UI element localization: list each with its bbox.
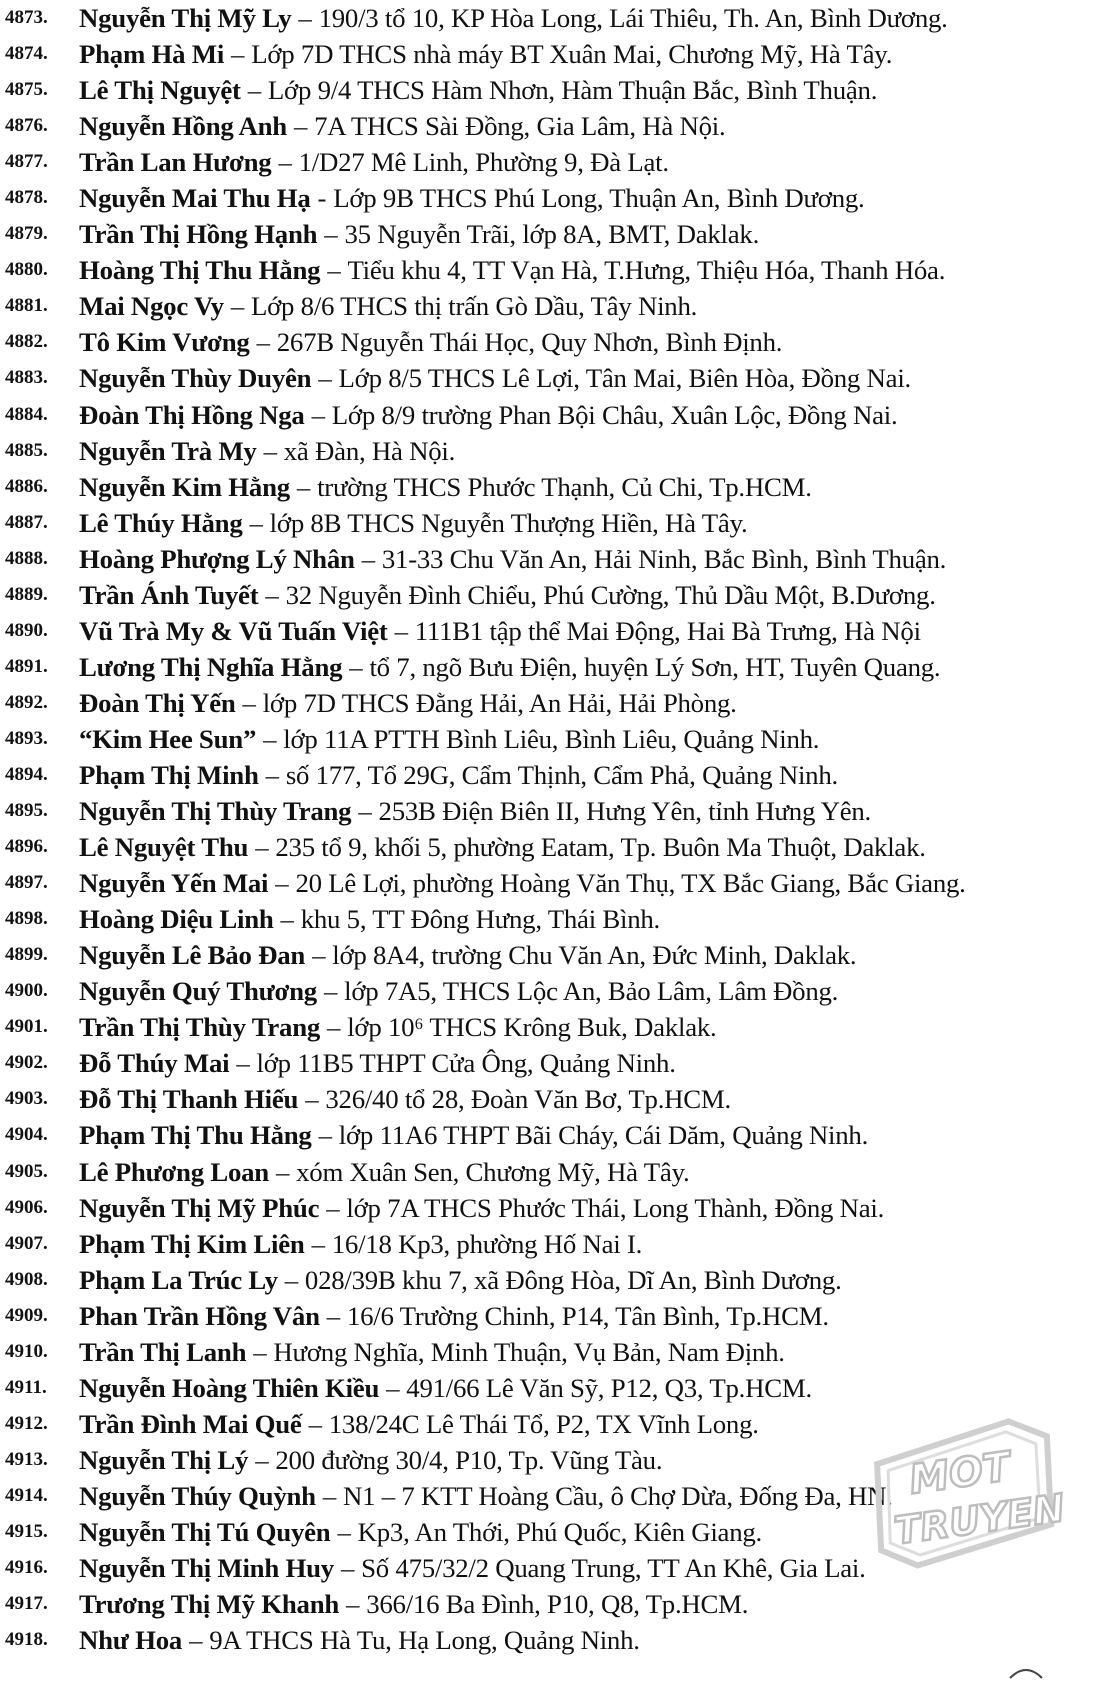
entry-address: 1/D27 Mê Linh, Phường 9, Đà Lạt. (298, 147, 669, 178)
entry-name: Hoàng Phượng Lý Nhân (79, 543, 355, 574)
entry-address: lớp 11A PTTH Bình Liêu, Bình Liêu, Quảng Ninh. (283, 723, 820, 754)
entry-address: 35 Nguyễn Trãi, lớp 8A, BMT, Daklak. (344, 219, 760, 250)
entry-separator: – (322, 1480, 336, 1511)
entry-number: 4888. (5, 547, 48, 569)
list-item (0, 1081, 1115, 1117)
entry-name: Phạm Thị Kim Liên (79, 1228, 305, 1259)
entry-address: 7A THCS Sài Đồng, Gia Lâm, Hà Nội. (314, 111, 726, 142)
entry-address: 16/18 Kp3, phường Hố Nai I. (331, 1228, 643, 1259)
entry-address: 32 Nguyễn Đình Chiểu, Phú Cường, Thủ Dầu Một, B.Dương. (285, 579, 936, 610)
entry-address: lớp 7A THCS Phước Thái, Long Thành, Đồng Nai. (346, 1192, 885, 1223)
entry-name: Nguyễn Kim Hằng (79, 471, 290, 502)
entry-address: 235 tổ 9, khối 5, phường Eatam, Tp. Buôn Ma Thuột, Daklak. (275, 832, 926, 863)
entry-number: 4915. (5, 1520, 48, 1542)
entry-separator: – (358, 796, 372, 827)
entry-separator: – (256, 327, 270, 358)
entry-number: 4893. (5, 727, 48, 749)
entry-address: 9A THCS Hà Tu, Hạ Long, Quảng Ninh. (209, 1625, 640, 1656)
entry-name: Nguyễn Thị Tú Quyên (79, 1516, 331, 1547)
entry-separator: – (386, 1372, 400, 1403)
entry-name: Trần Thị Lanh (79, 1336, 247, 1367)
entry-separator: – (263, 723, 277, 754)
entry-separator: – (189, 1625, 203, 1656)
entry-address: 138/24C Lê Thái Tổ, P2, TX Vĩnh Long. (328, 1408, 759, 1439)
list-item (0, 721, 1115, 757)
entry-number: 4895. (5, 800, 48, 822)
list-item (0, 1117, 1115, 1153)
entry-name: Lê Nguyệt Thu (79, 832, 249, 863)
entry-name: Trần Ánh Tuyết (79, 579, 259, 610)
list-item (0, 757, 1115, 793)
entry-separator: – (247, 75, 261, 106)
list-item (0, 1334, 1115, 1370)
entry-number: 4906. (5, 1196, 48, 1218)
entry-number: 4908. (5, 1268, 48, 1290)
entry-name: Phạm Thị Thu Hằng (79, 1120, 312, 1151)
entry-number: 4890. (5, 619, 48, 641)
list-item (0, 505, 1115, 541)
entry-address: Lớp 7D THCS nhà máy BT Xuân Mai, Chương Mỹ, Hà Tây. (251, 39, 893, 70)
entry-number: 4902. (5, 1052, 48, 1074)
entry-number: 4896. (5, 836, 48, 858)
entry-separator: – (326, 1192, 340, 1223)
entry-address: 190/3 tổ 10, KP Hòa Long, Lái Thiêu, Th. An, Bình Dương. (318, 3, 948, 34)
entry-separator: – (312, 940, 326, 971)
entry-number: 4907. (5, 1232, 48, 1254)
entry-address: 326/40 tổ 28, Đoàn Văn Bơ, Tp.HCM. (325, 1084, 731, 1115)
entry-separator: – (280, 904, 294, 935)
list-item (0, 1298, 1115, 1334)
entry-separator: – (305, 1084, 319, 1115)
entry-separator: – (318, 363, 332, 394)
entry-name: “Kim Hee Sun” (79, 723, 257, 754)
entry-name: Nguyễn Thị Lý (79, 1444, 249, 1475)
entry-name: Phạm La Trúc Ly (79, 1264, 278, 1295)
entry-separator: – (265, 579, 279, 610)
list-item (0, 541, 1115, 577)
entry-separator: – (308, 1408, 322, 1439)
list-item (0, 252, 1115, 288)
entry-name: Trần Lan Hương (79, 147, 272, 178)
watermark-line1: MOT (906, 1443, 1014, 1504)
entry-separator: – (296, 471, 311, 502)
list-item (0, 793, 1115, 829)
entry-number: 4876. (5, 115, 48, 137)
entry-address: lớp 7D THCS Đằng Hải, An Hải, Hải Phòng. (262, 687, 737, 718)
entry-separator: – (275, 868, 289, 899)
entry-number: 4917. (5, 1593, 48, 1615)
entry-separator: – (249, 507, 263, 538)
entry-name: Hoàng Diệu Linh (79, 904, 274, 935)
entry-number: 4881. (5, 295, 48, 317)
entry-address: trường THCS Phước Thạnh, Củ Chi, Tp.HCM. (317, 471, 812, 502)
entry-separator: – (253, 1336, 267, 1367)
entry-name: Nguyễn Mai Thu Hạ (79, 183, 311, 214)
entry-name: Nguyễn Lê Bảo Đan (79, 940, 306, 971)
entry-address: Số 475/32/2 Quang Trung, TT An Khê, Gia Lai. (361, 1553, 866, 1584)
list-item (0, 288, 1115, 324)
entry-separator: – (326, 1300, 340, 1331)
entry-number: 4903. (5, 1088, 48, 1110)
entry-separator: – (311, 399, 325, 430)
entry-address: 366/16 Ba Đình, P10, Q8, Tp.HCM. (366, 1589, 749, 1620)
entry-name: Nguyễn Trà My (79, 435, 257, 466)
entry-separator: – (349, 651, 363, 682)
entry-separator: – (298, 3, 312, 34)
entry-number: 4878. (5, 187, 48, 209)
entry-name: Nguyễn Thị Thùy Trang (79, 796, 352, 827)
entry-address: 20 Lê Lợi, phường Hoàng Văn Thụ, TX Bắc Giang, Bắc Giang. (295, 868, 966, 899)
entry-address: lớp 11B5 THPT Cửa Ông, Quảng Ninh. (256, 1048, 676, 1079)
entry-name: Đoàn Thị Hồng Nga (79, 399, 305, 430)
entry-separator: – (263, 435, 277, 466)
list-item (0, 649, 1115, 685)
entry-address: lớp 11A6 THPT Bãi Cháy, Cái Dăm, Quảng Ninh. (338, 1120, 869, 1151)
entry-separator: - (317, 183, 327, 214)
entry-separator: – (230, 291, 244, 322)
entry-number: 4916. (5, 1557, 48, 1579)
entry-address: lớp 8B THCS Nguyễn Thượng Hiền, Hà Tây. (269, 507, 748, 538)
page-corner-mark (1006, 1656, 1046, 1680)
entry-address: 028/39B khu 7, xã Đông Hòa, Dĩ An, Bình Dương. (304, 1264, 842, 1295)
entry-name: Nguyễn Thùy Duyên (79, 363, 312, 394)
entry-address: lớp 7A5, THCS Lộc An, Bảo Lâm, Lâm Đồng. (344, 976, 839, 1007)
entry-separator: – (275, 1156, 290, 1187)
entry-number: 4897. (5, 872, 48, 894)
entry-address: khu 5, TT Đông Hưng, Thái Bình. (300, 904, 661, 935)
entry-name: Nguyễn Quý Thương (79, 976, 317, 1007)
entry-name: Nguyễn Thúy Quỳnh (79, 1480, 316, 1511)
entry-address: N1 – 7 KTT Hoàng Cầu, ô Chợ Dừa, Đống Đa, HN. (343, 1480, 893, 1511)
list-item (0, 1586, 1115, 1622)
entry-number: 4911. (5, 1376, 47, 1398)
list-item (0, 36, 1115, 72)
entry-number: 4889. (5, 583, 48, 605)
entry-name: Nguyễn Hoàng Thiên Kiều (79, 1372, 380, 1403)
entry-number: 4887. (5, 511, 48, 533)
list-item (0, 144, 1115, 180)
entry-address: Tiểu khu 4, TT Vạn Hà, T.Hưng, Thiệu Hóa, Thanh Hóa. (347, 255, 946, 286)
entry-separator: – (278, 147, 292, 178)
entry-number: 4909. (5, 1304, 48, 1326)
entry-separator: – (340, 1553, 355, 1584)
list-item (0, 973, 1115, 1009)
entry-separator: – (255, 832, 269, 863)
watermark-line2: TRUYEN (891, 1485, 1068, 1554)
list-item (0, 0, 1115, 36)
entry-name: Hoàng Thị Thu Hằng (79, 255, 321, 286)
entry-number: 4891. (5, 655, 48, 677)
entry-address: Lớp 9/4 THCS Hàm Nhơn, Hàm Thuận Bắc, Bình Thuận. (267, 75, 878, 106)
entry-separator: – (236, 1048, 250, 1079)
list-item (0, 937, 1115, 973)
entry-address: lớp 8A4, trường Chu Văn An, Đức Minh, Daklak. (332, 940, 857, 971)
entry-address: lớp 10⁶ THCS Krông Buk, Daklak. (347, 1012, 717, 1043)
list-item (0, 180, 1115, 216)
entry-separator: – (323, 976, 338, 1007)
entry-address: xã Đàn, Hà Nội. (283, 435, 456, 466)
entry-address: 267B Nguyễn Thái Học, Quy Nhơn, Bình Định. (276, 327, 783, 358)
entry-name: Lê Phương Loan (79, 1156, 269, 1187)
entry-address: 200 đường 30/4, P10, Tp. Vũng Tàu. (275, 1444, 663, 1475)
entry-separator: – (242, 687, 256, 718)
entry-number: 4913. (5, 1448, 48, 1470)
entry-address: Lớp 8/9 trường Phan Bội Châu, Xuân Lộc, Đồng Nai. (331, 399, 898, 430)
entry-address: 111B1 tập thể Mai Động, Hai Bà Trưng, Hà Nội (414, 615, 921, 646)
entry-name: Lê Thị Nguyệt (79, 75, 241, 106)
list-item (0, 216, 1115, 252)
entry-number: 4910. (5, 1340, 48, 1362)
list-item (0, 1045, 1115, 1081)
entry-address: Hương Nghĩa, Minh Thuận, Vụ Bản, Nam Định. (273, 1336, 785, 1367)
entry-address: Lớp 9B THCS Phú Long, Thuận An, Bình Dương. (333, 183, 865, 214)
entry-name: Mai Ngọc Vy (79, 291, 224, 322)
entry-number: 4899. (5, 944, 48, 966)
entry-number: 4874. (5, 43, 48, 65)
entry-number: 4901. (5, 1016, 48, 1038)
entry-name: Nguyễn Thị Mỹ Phúc (79, 1192, 320, 1223)
entry-address: 16/6 Trường Chinh, P14, Tân Bình, Tp.HCM. (346, 1300, 829, 1331)
entry-address: 491/66 Lê Văn Sỹ, P12, Q3, Tp.HCM. (406, 1372, 812, 1403)
entry-name: Trương Thị Mỹ Khanh (79, 1589, 340, 1620)
entry-name: Lương Thị Nghĩa Hằng (79, 651, 343, 682)
entry-number: 4918. (5, 1629, 48, 1651)
entry-name: Phạm Hà Mi (79, 39, 225, 70)
entry-name: Tô Kim Vương (79, 327, 250, 358)
entry-address: số 177, Tổ 29G, Cẩm Thịnh, Cẩm Phả, Quảng Ninh. (285, 760, 838, 790)
entry-number: 4892. (5, 691, 48, 713)
entry-number: 4880. (5, 259, 48, 281)
entry-separator: – (337, 1516, 351, 1547)
entry-number: 4914. (5, 1484, 48, 1506)
list-item (0, 469, 1115, 505)
entry-separator: – (284, 1264, 298, 1295)
entry-address: xóm Xuân Sen, Chương Mỹ, Hà Tây. (296, 1156, 690, 1187)
entry-separator: – (293, 111, 308, 142)
entry-number: 4875. (5, 79, 48, 101)
entry-separator: – (327, 255, 341, 286)
entry-separator: – (327, 1012, 341, 1043)
entry-name: Đỗ Thúy Mai (79, 1048, 230, 1079)
list-item (0, 433, 1115, 469)
entry-separator: – (265, 760, 279, 790)
entry-number: 4898. (5, 908, 48, 930)
entry-separator: – (255, 1444, 269, 1475)
entry-address: Lớp 8/5 THCS Lê Lợi, Tân Mai, Biên Hòa, Đồng Nai. (338, 363, 911, 394)
entry-name: Trần Thị Hồng Hạnh (79, 219, 318, 250)
entry-number: 4885. (5, 439, 48, 461)
entry-number: 4877. (5, 151, 48, 173)
entry-address: Kp3, An Thới, Phú Quốc, Kiên Giang. (357, 1516, 763, 1547)
entry-number: 4912. (5, 1412, 48, 1434)
entry-name: Phạm Thị Minh (79, 760, 259, 790)
list-item (0, 1190, 1115, 1226)
entry-name: Lê Thúy Hằng (79, 507, 243, 538)
entry-number: 4873. (5, 7, 48, 29)
list-item (0, 1370, 1115, 1406)
entry-address: 253B Điện Biên II, Hưng Yên, tỉnh Hưng Yên. (378, 796, 872, 827)
entry-name: Đỗ Thị Thanh Hiếu (79, 1084, 299, 1115)
entry-number: 4904. (5, 1124, 48, 1146)
list-item (0, 577, 1115, 613)
entry-separator: – (394, 615, 408, 646)
entry-name: Nguyễn Hồng Anh (79, 111, 287, 142)
watermark-logo-graphic (859, 1405, 1074, 1581)
list-item (0, 1154, 1115, 1190)
entry-name: Nguyễn Thị Minh Huy (79, 1553, 334, 1584)
entry-address: tổ 7, ngõ Bưu Điện, huyện Lý Sơn, HT, Tuyên Quang. (369, 651, 941, 682)
entry-separator: – (318, 1120, 332, 1151)
entry-separator: – (324, 219, 338, 250)
list-item (0, 865, 1115, 901)
entry-number: 4900. (5, 980, 48, 1002)
entry-name: Nguyễn Thị Mỹ Ly (79, 3, 292, 34)
entry-number: 4886. (5, 475, 48, 497)
entry-name: Vũ Trà My & Vũ Tuấn Việt (79, 615, 388, 646)
entry-number: 4882. (5, 331, 48, 353)
entry-separator: – (231, 39, 245, 70)
list-item (0, 1622, 1115, 1658)
entry-number: 4905. (5, 1160, 48, 1182)
entry-number: 4879. (5, 223, 48, 245)
entry-name: Trần Thị Thùy Trang (79, 1012, 321, 1043)
watermark-logo (859, 1405, 1074, 1581)
entry-separator: – (361, 543, 375, 574)
list-item (0, 613, 1115, 649)
entry-separator: – (346, 1589, 360, 1620)
list-item (0, 360, 1115, 396)
list-item (0, 397, 1115, 433)
list-item (0, 901, 1115, 937)
list-item (0, 108, 1115, 144)
list-item (0, 1009, 1115, 1045)
list-item (0, 1262, 1115, 1298)
entry-number: 4883. (5, 367, 48, 389)
list-item (0, 685, 1115, 721)
entry-address: Lớp 8/6 THCS thị trấn Gò Dầu, Tây Ninh. (250, 291, 698, 322)
entry-name: Đoàn Thị Yến (79, 687, 236, 718)
list-item (0, 72, 1115, 108)
entry-address: 31-33 Chu Văn An, Hải Ninh, Bắc Bình, Bình Thuận. (381, 543, 947, 574)
entry-name: Phan Trần Hồng Vân (79, 1300, 320, 1331)
list-item (0, 829, 1115, 865)
entry-name: Trần Đình Mai Quế (79, 1408, 302, 1439)
entry-name: Như Hoa (79, 1625, 183, 1656)
list-item (0, 324, 1115, 360)
entry-number: 4884. (5, 403, 48, 425)
entry-number: 4894. (5, 764, 48, 785)
list-item (0, 1226, 1115, 1262)
entry-name: Nguyễn Yến Mai (79, 868, 269, 899)
entry-separator: – (311, 1228, 325, 1259)
